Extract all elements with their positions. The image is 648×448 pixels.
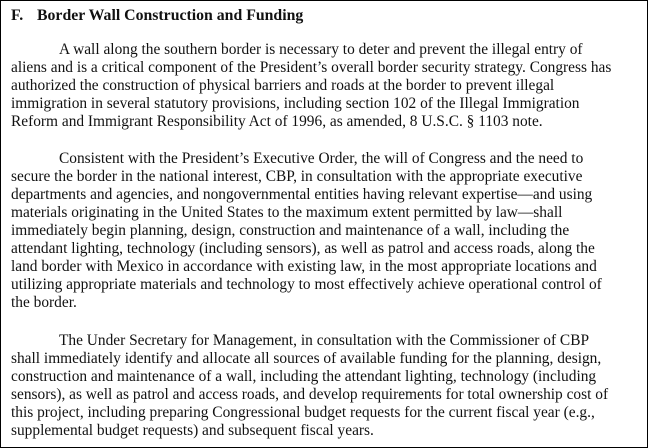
paragraph-line: materials originating in the United States to the maximum extent permitted by law—shall (11, 204, 563, 221)
section-letter: F. (11, 7, 24, 24)
paragraph-line: A wall along the southern border is necessary to deter and prevent the illegal entry of (59, 41, 583, 58)
section-title: Border Wall Construction and Funding (37, 7, 304, 24)
paragraph-line: sensors), as well as patrol and access roads, and develop requirements for total ownership cost of (11, 386, 609, 403)
paragraph-line: The Under Secretary for Management, in consultation with the Commissioner of CBP (59, 332, 590, 349)
section-heading (11, 7, 303, 25)
paragraph-line: secure the border in the national interest, CBP, in consultation with the appropriate executive (11, 168, 583, 185)
paragraph-line: immigration in several statutory provisions, including section 102 of the Illegal Immigration (11, 95, 580, 112)
paragraph-line: this project, including preparing Congressional budget requests for the current fiscal year (e.g., (11, 404, 595, 421)
paragraph-line: attendant lighting, technology (including sensors), as well as patrol and access roads, along the (11, 240, 595, 257)
paragraph-line: Reform and Immigrant Responsibility Act of 1996, as amended, 8 U.S.C. § 1103 note. (11, 113, 543, 130)
paragraph-line: Consistent with the President’s Executive Order, the will of Congress and the need to (59, 150, 584, 167)
paragraph-line: construction and maintenance of a wall, including the attendant lighting, technology (including (11, 368, 597, 385)
paragraph-line: land border with Mexico in accordance with existing law, in the most appropriate locations and (11, 258, 597, 275)
paragraph-line: aliens and is a critical component of the President’s overall border security strategy. Congress has (11, 59, 612, 76)
paragraph-line: authorized the construction of physical barriers and roads at the border to prevent illegal (11, 77, 555, 94)
paragraph-line: shall immediately identify and allocate all sources of available funding for the planning, design, (11, 350, 602, 367)
paragraph-line: immediately begin planning, design, construction and maintenance of a wall, including the (11, 222, 570, 239)
paragraph-line: supplemental budget requests) and subsequent fiscal years. (11, 422, 374, 439)
paragraph-line: utilizing appropriate materials and technology to most effectively achieve operational control of (11, 276, 602, 293)
paragraph-line: the border. (11, 294, 77, 311)
paragraph-line: departments and agencies, and nongovernmental entities having relevant expertise—and using (11, 186, 593, 203)
